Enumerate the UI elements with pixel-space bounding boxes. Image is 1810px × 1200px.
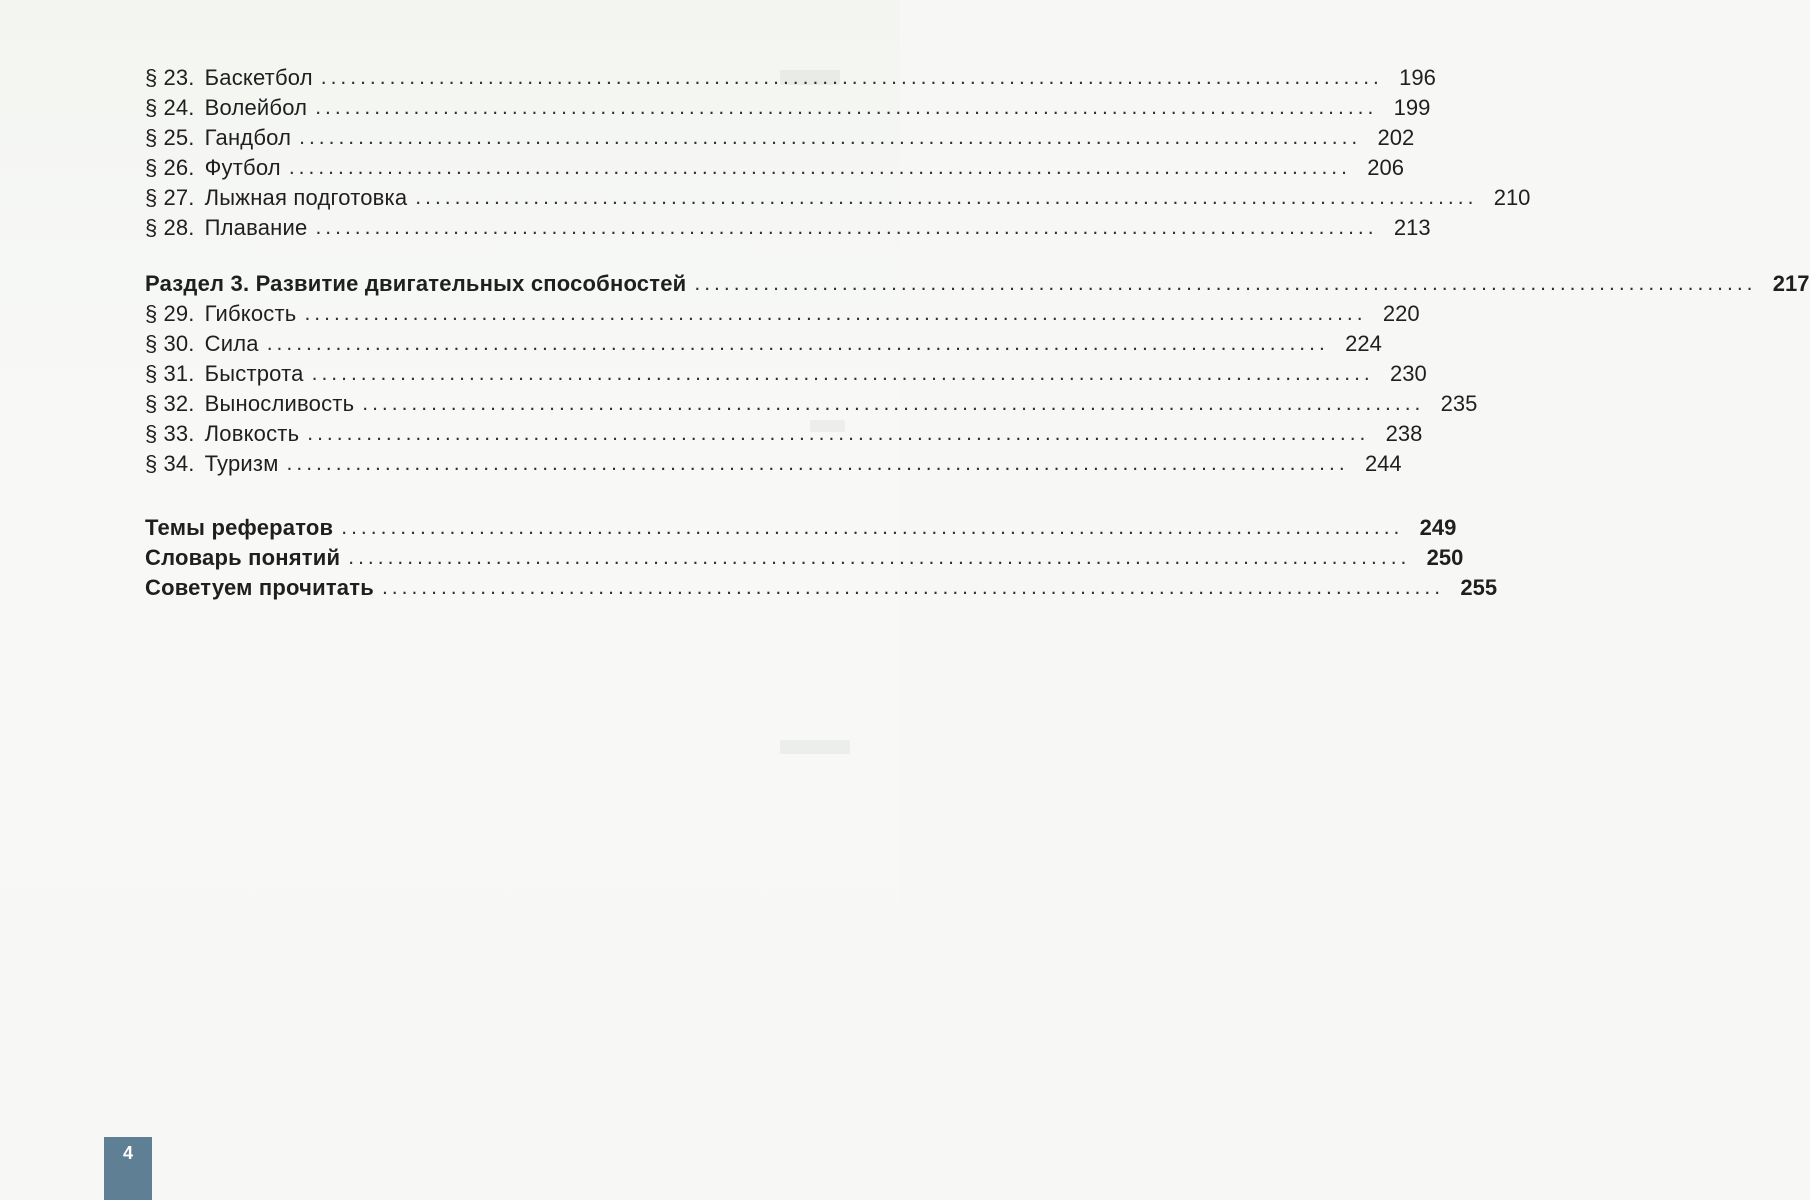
section-number: 31. bbox=[163, 361, 195, 386]
section-number: 28. bbox=[163, 215, 195, 240]
toc-row bbox=[145, 329, 1382, 359]
toc-row bbox=[145, 63, 1436, 93]
section-number: 27. bbox=[163, 185, 195, 210]
section-title: Баскетбол bbox=[204, 65, 313, 90]
toc-entry-label bbox=[145, 63, 321, 93]
toc-row bbox=[145, 183, 1531, 213]
dot-leader: ............................................................................................................ bbox=[299, 126, 1362, 149]
toc-row bbox=[145, 153, 1404, 183]
page-number: 199 bbox=[1393, 95, 1431, 120]
dot-leader: ............................................................................................................ bbox=[694, 272, 1757, 295]
back-matter-title: Советуем прочитать bbox=[145, 575, 374, 600]
section-sign: § bbox=[145, 215, 158, 240]
section-sign: § bbox=[145, 361, 158, 386]
dot-leader: ............................................................................................................ bbox=[311, 362, 1374, 385]
toc-entry-label bbox=[145, 449, 287, 479]
section-title: Гибкость bbox=[204, 301, 297, 326]
back-matter-title: Темы рефератов bbox=[145, 515, 334, 540]
dot-leader: ............................................................................................................ bbox=[286, 452, 1349, 475]
toc-row bbox=[145, 299, 1420, 329]
section-sign: § bbox=[145, 65, 158, 90]
section-title: Выносливость bbox=[204, 391, 355, 416]
toc-entry-label bbox=[145, 299, 304, 329]
page-number: 250 bbox=[1426, 545, 1464, 570]
toc-row bbox=[145, 389, 1478, 419]
page-number: 206 bbox=[1367, 155, 1404, 180]
dot-leader: ............................................................................................................ bbox=[415, 186, 1478, 209]
section-number: 32. bbox=[163, 391, 195, 416]
dot-leader: ............................................................................................................ bbox=[266, 332, 1329, 355]
section-sign: § bbox=[145, 125, 158, 150]
dot-leader: ............................................................................................................ bbox=[381, 576, 1445, 599]
section-sign: § bbox=[145, 185, 158, 210]
section-title: Гандбол bbox=[204, 125, 292, 150]
section-title: Футбол bbox=[204, 155, 281, 180]
toc-row-section bbox=[145, 269, 1810, 299]
page-number: 235 bbox=[1440, 391, 1478, 416]
section-sign: § bbox=[145, 95, 158, 120]
section-number: 26. bbox=[163, 155, 195, 180]
page-number: 213 bbox=[1393, 215, 1431, 240]
spacer bbox=[145, 479, 880, 513]
section-sign: § bbox=[145, 451, 158, 476]
dot-leader: ............................................................................................................ bbox=[341, 516, 1404, 539]
page-number: 238 bbox=[1385, 421, 1423, 446]
toc-row bbox=[145, 123, 1415, 153]
page-number: 196 bbox=[1399, 65, 1436, 90]
toc-row-back-matter bbox=[145, 573, 1498, 603]
page-number: 202 bbox=[1377, 125, 1415, 150]
back-matter-title: Словарь понятий bbox=[145, 545, 341, 570]
dot-leader: ............................................................................................................ bbox=[288, 156, 1351, 179]
section-number: 24. bbox=[163, 95, 195, 120]
bleed-through-mark bbox=[780, 740, 850, 754]
section-sign: § bbox=[145, 301, 158, 326]
toc-entry-label bbox=[145, 389, 362, 419]
page-number: 230 bbox=[1390, 361, 1427, 386]
page-number: 210 bbox=[1493, 185, 1531, 210]
page-number: 249 bbox=[1419, 515, 1457, 540]
section-title: Плавание bbox=[204, 215, 308, 240]
table-of-contents bbox=[145, 63, 1810, 603]
section-sign: § bbox=[145, 155, 158, 180]
section-title: Ловкость bbox=[204, 421, 300, 446]
toc-row bbox=[145, 449, 1402, 479]
toc-entry-label bbox=[145, 123, 299, 153]
toc-entry-label bbox=[145, 329, 267, 359]
toc-entry-label bbox=[145, 419, 307, 449]
spacer bbox=[145, 243, 880, 269]
page-number: 224 bbox=[1345, 331, 1382, 356]
dot-leader: ............................................................................................................ bbox=[307, 422, 1370, 445]
toc-entry-label bbox=[145, 153, 289, 183]
section-number: 34. bbox=[163, 451, 195, 476]
section-number: 33. bbox=[163, 421, 195, 446]
section-title: Быстрота bbox=[204, 361, 304, 386]
page-number: 244 bbox=[1364, 451, 1402, 476]
page-number-tab bbox=[104, 1137, 152, 1200]
section-number: 29. bbox=[163, 301, 195, 326]
section-sign: § bbox=[145, 331, 158, 356]
section-number: 23. bbox=[163, 65, 195, 90]
section-number: 25. bbox=[163, 125, 195, 150]
section-title: Туризм bbox=[204, 451, 279, 476]
section-heading: Раздел 3. Развитие двигательных способностей bbox=[145, 271, 687, 296]
page-number: 217 bbox=[1772, 271, 1810, 296]
toc-row bbox=[145, 213, 1431, 243]
section-number: 30. bbox=[163, 331, 195, 356]
toc-entry-label bbox=[145, 183, 415, 213]
toc-row bbox=[145, 419, 1423, 449]
toc-row bbox=[145, 359, 1427, 389]
toc-row-back-matter bbox=[145, 513, 1457, 543]
footer-page-number: 4 bbox=[122, 1143, 133, 1163]
section-sign: § bbox=[145, 391, 158, 416]
dot-leader: ............................................................................................................ bbox=[315, 216, 1378, 239]
dot-leader: ............................................................................................................ bbox=[362, 392, 1425, 415]
dot-leader: ............................................................................................................ bbox=[304, 302, 1367, 325]
section-sign: § bbox=[145, 421, 158, 446]
dot-leader: ............................................................................................................ bbox=[348, 546, 1411, 569]
toc-row-back-matter bbox=[145, 543, 1464, 573]
toc-entry-label bbox=[145, 93, 315, 123]
toc-entry-label bbox=[145, 359, 312, 389]
section-title: Лыжная подготовка bbox=[204, 185, 408, 210]
page-number: 255 bbox=[1460, 575, 1498, 600]
toc-row bbox=[145, 93, 1431, 123]
dot-leader: ............................................................................................................ bbox=[315, 96, 1378, 119]
dot-leader: ............................................................................................................ bbox=[320, 66, 1383, 89]
toc-entry-label bbox=[145, 213, 315, 243]
page-number: 220 bbox=[1382, 301, 1420, 326]
section-title: Волейбол bbox=[204, 95, 308, 120]
section-title: Сила bbox=[204, 331, 259, 356]
